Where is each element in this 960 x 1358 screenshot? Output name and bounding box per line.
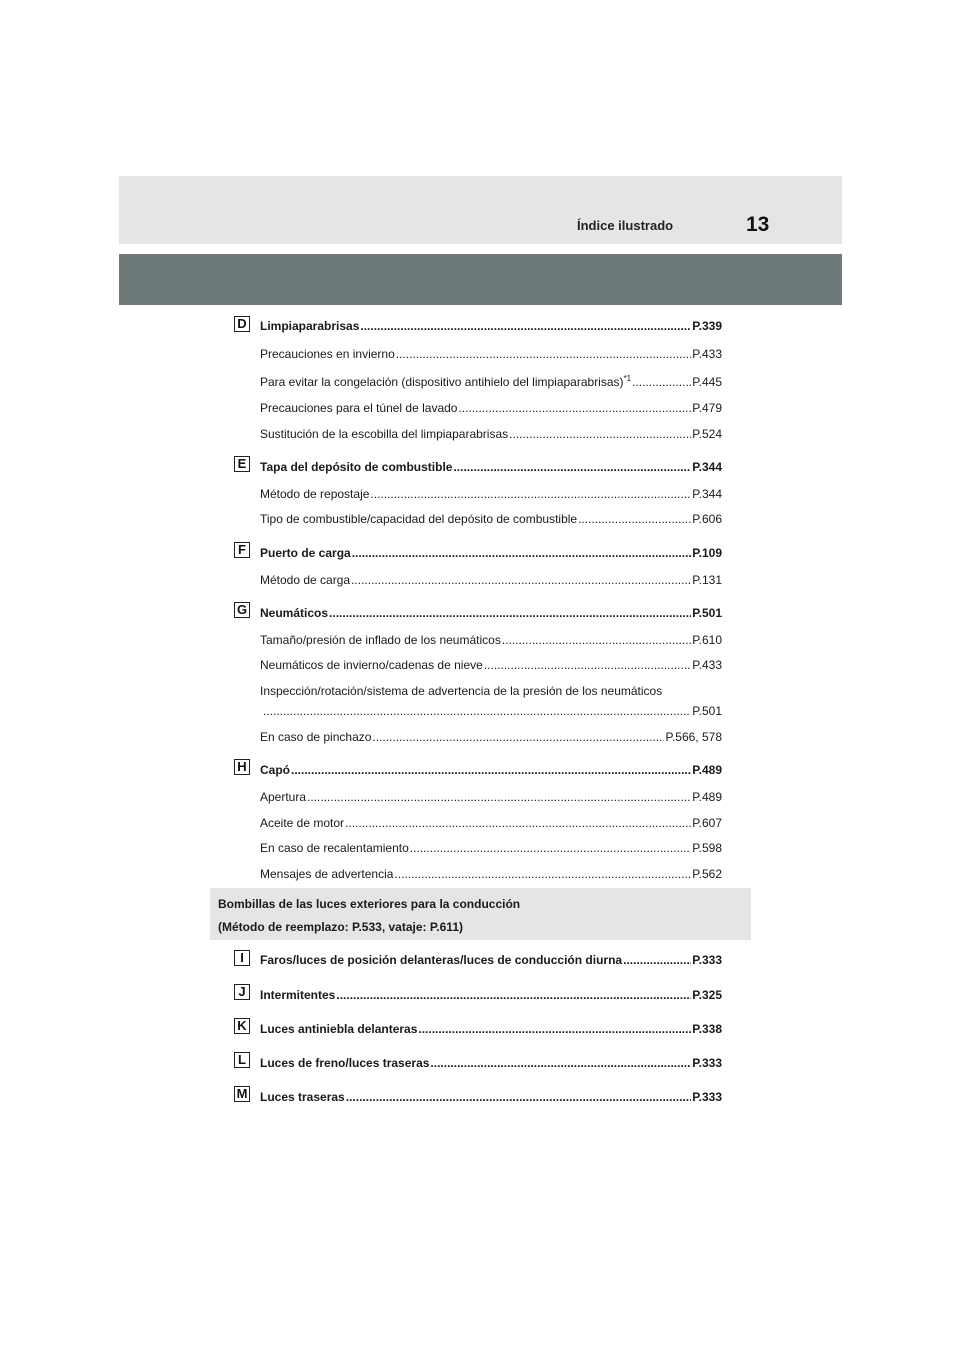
- badge-i: I: [234, 950, 250, 966]
- page-number: 13: [746, 213, 770, 236]
- index-entry-limpiaparabrisas[interactable]: Limpiaparabrisas ..... P.339: [260, 319, 722, 333]
- section-title: Bombillas de las luces exteriores para la conducción: [218, 897, 521, 911]
- index-subentry[interactable]: En caso de pinchazo ..... P.566, 578: [260, 730, 722, 744]
- index-entry-intermitentes[interactable]: Intermitentes ..... P.325: [260, 988, 722, 1002]
- index-subentry[interactable]: Método de carga ..... P.131: [260, 573, 722, 587]
- badge-m: M: [234, 1086, 250, 1102]
- page-title: Índice ilustrado: [577, 218, 674, 233]
- index-entry-freno[interactable]: Luces de freno/luces traseras ..... P.333: [260, 1056, 722, 1070]
- badge-l: L: [234, 1052, 250, 1068]
- index-entry-faros[interactable]: Faros/luces de posición delanteras/luces de conducción diurna ..... P.333: [260, 953, 722, 967]
- index-subentry-multiline[interactable]: Inspección/rotación/sistema de advertencia de la presión de los neumáticos: [260, 684, 663, 698]
- badge-d: D: [234, 316, 250, 332]
- index-subentry[interactable]: Apertura ..... P.489: [260, 790, 722, 804]
- index-subentry[interactable]: Sustitución de la escobilla del limpiaparabrisas ..... P.524: [260, 427, 722, 441]
- section-subtitle: (Método de reemplazo: P.533, vataje: P.611): [218, 920, 463, 934]
- index-subentry[interactable]: Tamaño/presión de inflado de los neumáticos ..... P.610: [260, 633, 722, 647]
- index-subentry[interactable]: Tipo de combustible/capacidad del depósito de combustible ..... P.606: [260, 512, 722, 526]
- index-subentry[interactable]: Precauciones en invierno ..... P.433: [260, 347, 722, 361]
- index-entry-puerto-carga[interactable]: Puerto de carga ..... P.109: [260, 546, 722, 560]
- index-entry-antiniebla[interactable]: Luces antiniebla delanteras ..... P.338: [260, 1022, 722, 1036]
- index-entry-neumaticos[interactable]: Neumáticos ..... P.501: [260, 606, 722, 620]
- badge-h: H: [234, 759, 250, 775]
- index-entry-tapa-deposito[interactable]: Tapa del depósito de combustible ..... P.344: [260, 460, 722, 474]
- index-subentry[interactable]: Mensajes de advertencia ..... P.562: [260, 867, 722, 881]
- badge-j: J: [234, 984, 250, 1000]
- index-subentry[interactable]: Precauciones para el túnel de lavado ..... P.479: [260, 401, 722, 415]
- index-subentry[interactable]: Aceite de motor ..... P.607: [260, 816, 722, 830]
- footnote-mark: *1: [623, 374, 632, 383]
- index-subentry[interactable]: Método de repostaje ..... P.344: [260, 487, 722, 501]
- index-entry-capo[interactable]: Capó ..... P.489: [260, 763, 722, 777]
- index-subentry[interactable]: En caso de recalentamiento ..... P.598: [260, 841, 722, 855]
- index-entry-luces-traseras[interactable]: Luces traseras ..... P.333: [260, 1090, 722, 1104]
- badge-g: G: [234, 602, 250, 618]
- index-subentry[interactable]: Para evitar la congelación (dispositivo antihielo del limpiaparabrisas)$^{*1}$ ..... P.445: [260, 375, 722, 389]
- index-subentry-continuation[interactable]: ..... P.501: [260, 704, 722, 718]
- index-subentry[interactable]: Neumáticos de invierno/cadenas de nieve ..... P.433: [260, 658, 722, 672]
- badge-f: F: [234, 542, 250, 558]
- badge-k: K: [234, 1018, 250, 1034]
- badge-e: E: [234, 456, 250, 472]
